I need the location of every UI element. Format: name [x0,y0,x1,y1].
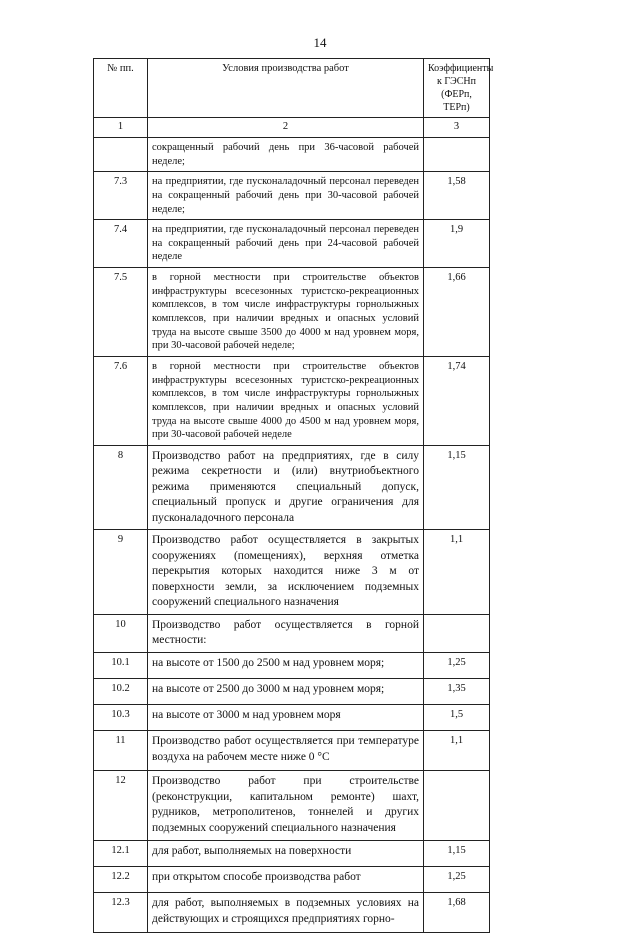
column-index-row [94,118,490,138]
row-condition: в горной местности при строительстве объектов инфраструктуры всесезонных туристско-рекреационных комплексов, в том числе инфраструктуры горнолыжных комплексов, при наличии вредных и опасных условий труда на высоте свыше 3500 до 4000 м над уровнем моря, при 30-часовой рабочей неделе; [148,268,424,357]
header-coefficients: Коэффициенты к ГЭСНп (ФЕРп, ТЕРп) [424,59,490,118]
table-row [94,530,490,615]
row-condition: сокращенный рабочий день при 36-часовой рабочей неделе; [148,138,424,172]
row-coefficient: 1,68 [424,893,490,933]
row-coefficient: 1,74 [424,356,490,445]
row-coefficient: 1,15 [424,841,490,867]
row-condition: Производство работ осуществляется при температуре воздуха на рабочем месте ниже 0 °С [148,731,424,771]
row-condition: на предприятии, где пусконаладочный персонал переведен на сокращенный рабочий день при 30-часовой рабочей неделе; [148,172,424,220]
table-row [94,220,490,268]
row-num: 12.2 [94,867,148,893]
row-coefficient: 1,25 [424,867,490,893]
column-index: 2 [148,118,424,138]
table-row [94,356,490,445]
row-coefficient: 1,15 [424,445,490,530]
row-condition: Производство работ осуществляется в горной местности: [148,614,424,652]
table-row [94,705,490,731]
row-num: 7.6 [94,356,148,445]
row-condition: на высоте от 2500 до 3000 м над уровнем моря; [148,679,424,705]
row-coefficient [424,614,490,652]
row-condition: на высоте от 3000 м над уровнем моря [148,705,424,731]
row-coefficient: 1,25 [424,653,490,679]
row-condition: для работ, выполняемых на поверхности [148,841,424,867]
row-num: 10 [94,614,148,652]
table-row [94,445,490,530]
row-num: 10.1 [94,653,148,679]
row-num: 10.3 [94,705,148,731]
row-num: 9 [94,530,148,615]
row-coefficient: 1,1 [424,530,490,615]
row-condition: при открытом способе производства работ [148,867,424,893]
row-num: 8 [94,445,148,530]
table-row [94,172,490,220]
row-num: 7.5 [94,268,148,357]
row-condition: для работ, выполняемых в подземных условиях на действующих и строящихся предприятиях горно- [148,893,424,933]
row-condition: Производство работ на предприятиях, где в силу режима секретности и (или) внутриобъектного режима применяются специальный допуск, специальный пропуск и другие ограничения для пусконаладочного персонала [148,445,424,530]
row-coefficient [424,771,490,841]
row-condition: Производство работ при строительстве (реконструкции, капитальном ремонте) шахт, рудников, метрополитенов, тоннелей и других подземных сооружений специального назначения [148,771,424,841]
table-row [94,771,490,841]
table-row [94,138,490,172]
row-coefficient: 1,5 [424,705,490,731]
table-row [94,731,490,771]
row-coefficient: 1,66 [424,268,490,357]
row-coefficient: 1,1 [424,731,490,771]
column-index: 3 [424,118,490,138]
table-header-row [94,59,490,118]
table-row [94,679,490,705]
row-condition: на высоте от 1500 до 2500 м над уровнем моря; [148,653,424,679]
coefficients-table [93,58,494,933]
page-number: 14 [313,35,327,50]
header-conditions: Условия производства работ [148,59,424,118]
row-num: 12.1 [94,841,148,867]
row-coefficient: 1,9 [424,220,490,268]
row-num: 10.2 [94,679,148,705]
table-row [94,893,490,933]
row-num: 11 [94,731,148,771]
table-row [94,653,490,679]
row-condition: на предприятии, где пусконаладочный персонал переведен на сокращенный рабочий день при 24-часовой рабочей неделе [148,220,424,268]
row-num: 12 [94,771,148,841]
column-index: 1 [94,118,148,138]
row-num [94,138,148,172]
row-num: 7.3 [94,172,148,220]
row-coefficient [424,138,490,172]
row-num: 7.4 [94,220,148,268]
row-coefficient: 1,35 [424,679,490,705]
header-num: № пп. [94,59,148,118]
row-coefficient: 1,58 [424,172,490,220]
table-row [94,268,490,357]
table-row [94,867,490,893]
table-row [94,614,490,652]
row-num: 12.3 [94,893,148,933]
row-condition: в горной местности при строительстве объектов инфраструктуры всесезонных туристско-рекреационных комплексов, в том числе инфраструктуры горнолыжных комплексов, при наличии вредных и опасных условий труда на высоте свыше 4000 до 4500 м над уровнем моря, при 30-часовой рабочей неделе [148,356,424,445]
row-condition: Производство работ осуществляется в закрытых сооружениях (помещениях), верхняя отметка перекрытия которых находится ниже 3 м от поверхности земли, за исключением подземных сооружений специального назначения [148,530,424,615]
table-row [94,841,490,867]
